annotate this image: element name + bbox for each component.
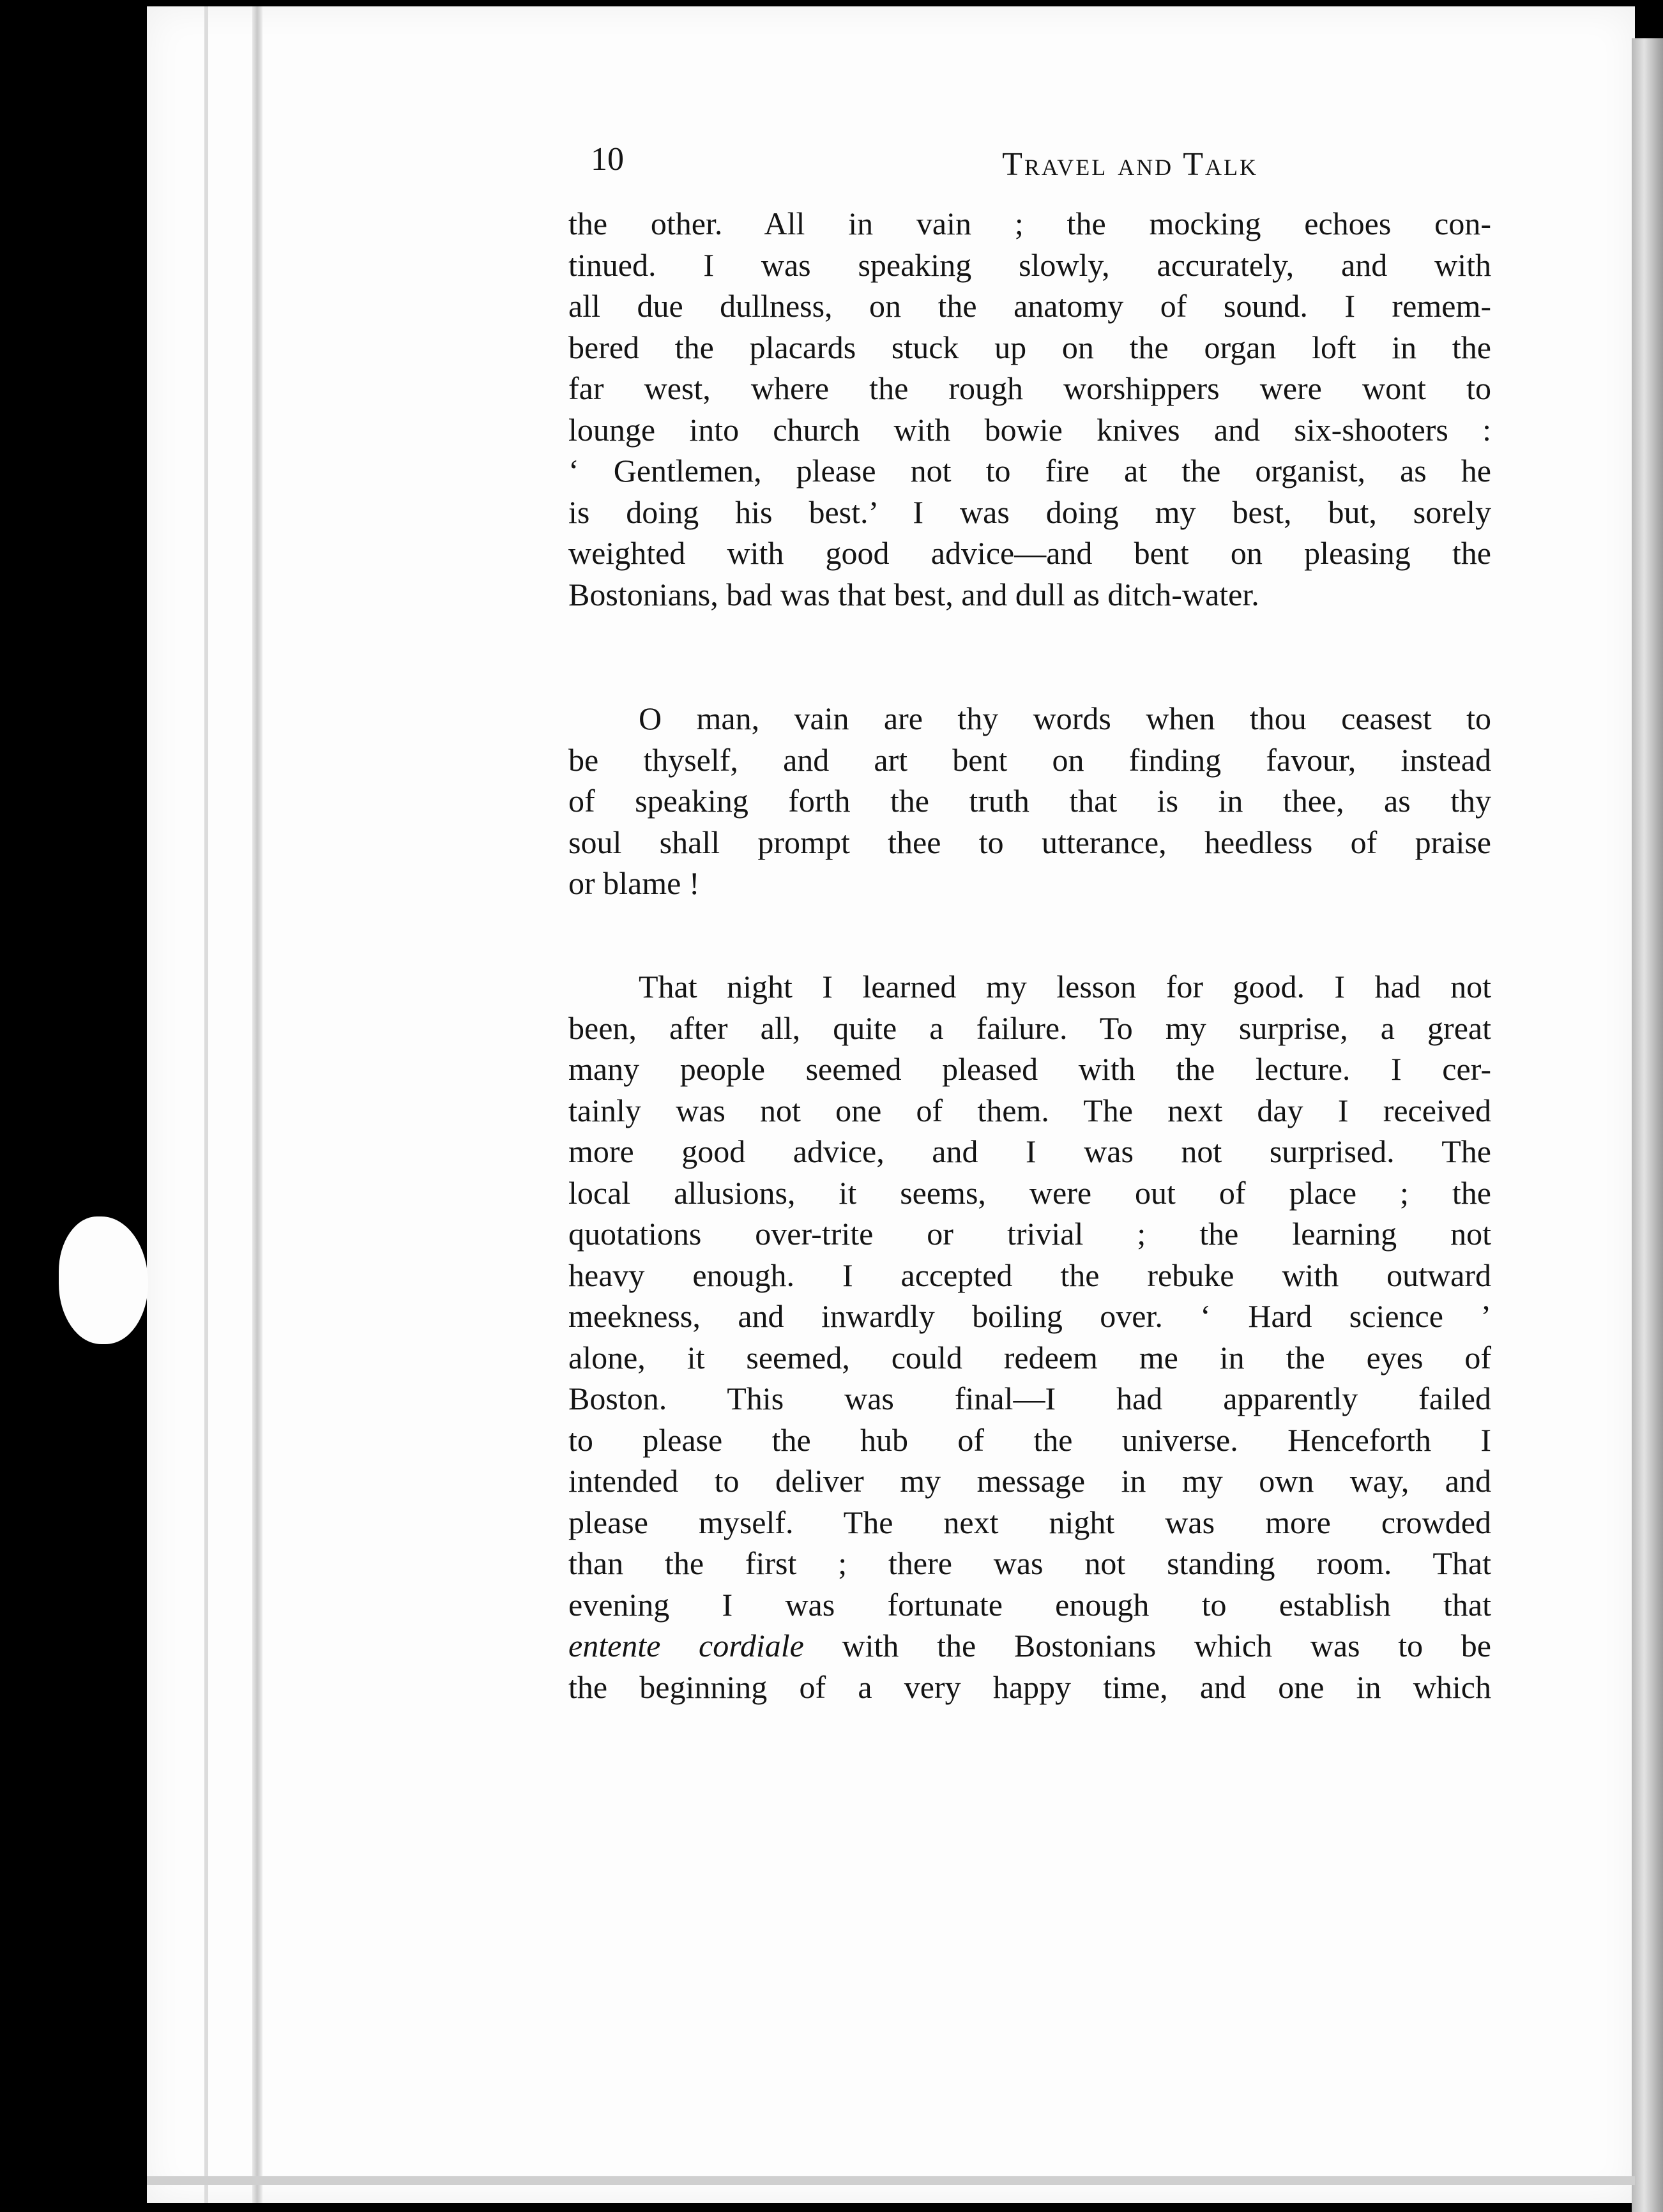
running-title: Travel and Talk	[1002, 146, 1258, 183]
text-line: intended to deliver my message in my own way, and	[568, 1463, 1491, 1499]
text-line: of speaking forth the truth that is in thee, as thy	[568, 783, 1491, 819]
text-line: than the first ; there was not standing room. That	[568, 1545, 1491, 1581]
text-line: weighted with good advice—and bent on pleasing the	[568, 535, 1491, 571]
text-line: soul shall prompt thee to utterance, heedless of praise	[568, 824, 1491, 860]
text-line: lounge into church with bowie knives and six-shooters :	[568, 411, 1491, 448]
text-line: or blame !	[568, 865, 700, 901]
text-line: meekness, and inwardly boiling over. ‘ Hard science ’	[568, 1298, 1491, 1334]
italic-phrase: entente cordiale	[568, 1628, 804, 1663]
text-line: heavy enough. I accepted the rebuke with outward	[568, 1257, 1491, 1293]
text-line: That night I learned my lesson for good. I had not	[639, 969, 1491, 1004]
text-line: tinued. I was speaking slowly, accurately, and with	[568, 246, 1491, 283]
text-line: the other. All in vain ; the mocking echoes con-	[568, 206, 1491, 241]
text-line: bered the placards stuck up on the organ loft in the	[568, 329, 1491, 365]
text-line: more good advice, and I was not surprised. The	[568, 1133, 1491, 1169]
text-line: be thyself, and art bent on finding favour, instead	[568, 741, 1491, 778]
text-line: Boston. This was final—I had apparently failed	[568, 1381, 1491, 1416]
text-line: please myself. The next night was more crowded	[568, 1504, 1491, 1540]
text-line: evening I was fortunate enough to establish that	[568, 1586, 1491, 1623]
scan-left-border	[13, 0, 38, 2212]
page-number: 10	[591, 141, 624, 178]
text-line: to please the hub of the universe. Henceforth I	[568, 1421, 1491, 1458]
binding-gutter	[252, 6, 262, 2203]
text-line: far west, where the rough worshippers were wont to	[568, 370, 1491, 406]
text-line: alone, it seemed, could redeem me in the eyes of	[568, 1339, 1491, 1375]
text-line: ‘ Gentlemen, please not to fire at the organist, as he	[568, 453, 1491, 489]
text-line: many people seemed pleased with the lecture. I cer-	[568, 1051, 1491, 1087]
text-line: all due dullness, on the anatomy of sound. I remem-	[568, 288, 1491, 324]
text-line: quotations over-trite or trivial ; the learning not	[568, 1216, 1491, 1252]
page-stack-edge	[1632, 38, 1663, 2212]
page-header	[591, 128, 1258, 185]
binding-fold	[204, 6, 208, 2203]
text-line: O man, vain are thy words when thou ceasest to	[639, 701, 1491, 736]
text-line	[568, 1625, 1491, 1667]
page-bottom-edge	[147, 2176, 1635, 2185]
text-line: the beginning of a very happy time, and one in which	[568, 1669, 1491, 1705]
text-line: local allusions, it seems, were out of place ; the	[568, 1174, 1491, 1211]
text-line: tainly was not one of them. The next day I received	[568, 1092, 1491, 1128]
text-line-rest: with the Bostonians which was to be	[803, 1628, 1491, 1663]
paragraph-3	[568, 966, 1491, 1708]
text-line: Bostonians, bad was that best, and dull as ditch-water.	[568, 576, 1259, 612]
paragraph-1	[568, 203, 1491, 615]
text-line: is doing his best.’ I was doing my best, but, sorely	[568, 494, 1491, 530]
paper-blemish	[59, 1216, 148, 1344]
paragraph-2	[568, 698, 1491, 904]
text-line: been, after all, quite a failure. To my surprise, a great	[568, 1010, 1491, 1046]
